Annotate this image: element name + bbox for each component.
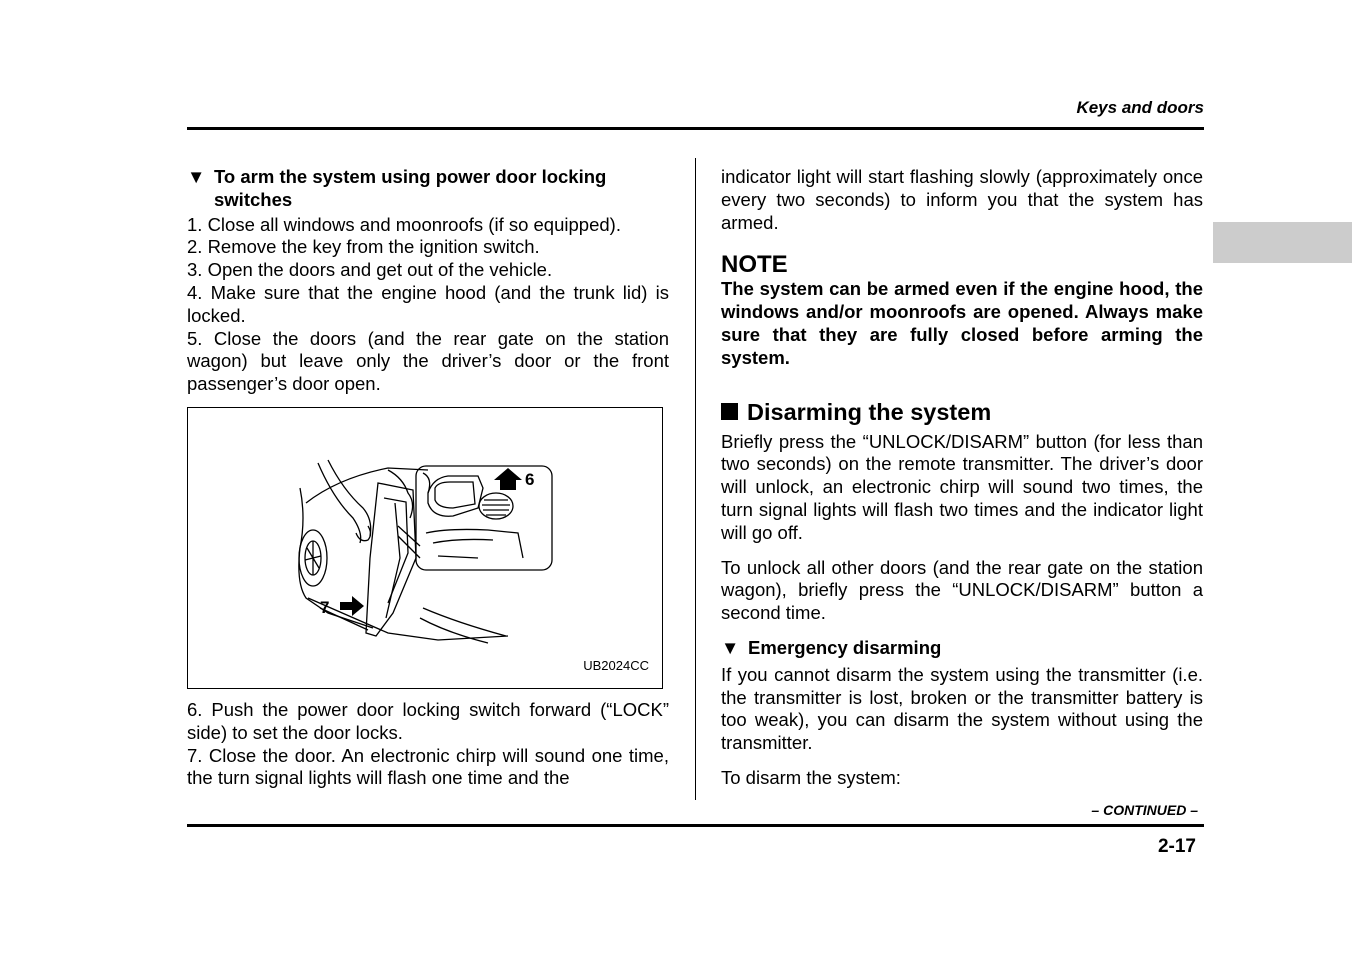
header-rule [187,127,1204,130]
triangle-marker: ▼ [721,636,740,658]
emergency-paragraph-2: To disarm the system: [721,766,901,788]
footer-rule [187,824,1204,827]
emergency-subheading [721,637,1203,660]
emergency-subheading-text: Emergency disarming [748,636,942,658]
disarm-paragraph-2: To unlock all other doors (and the rear gate on the station wagon), briefly press the “UNLOCK/DISARM” button a second time. [721,556,1203,624]
step-2: 2. Remove the key from the ignition switch. [187,236,540,258]
step-4: 4. Make sure that the engine hood (and the trunk lid) is locked. [187,281,669,326]
step-6: 6. Push the power door locking switch forward (“LOCK” side) to set the door locks. [187,698,669,743]
step-3: 3. Open the doors and get out of the vehicle. [187,259,553,281]
note-body: The system can be armed even if the engine hood, the windows and/or moonroofs are opened. Always make sure that they are fully closed before arming the system. [721,278,1203,368]
column-divider [695,158,696,800]
emergency-paragraph-1: If you cannot disarm the system using the transmitter (i.e. the transmitter is lost, broken or the transmitter battery is too weak), you can disarm the system without using the transmitter. [721,663,1203,754]
arm-subheading-text: To arm the system using power door locking switches [214,166,607,210]
step-7: 7. Close the door. An electronic chirp will sound one time, the turn signal lights will flash one time and the [187,744,669,789]
arm-subheading [187,166,669,212]
running-header: Keys and doors [1076,98,1204,117]
note-title: NOTE [721,251,788,279]
door-lock-illustration [187,407,663,689]
callout-6: 6 [525,469,535,489]
figure-code: UB2024CC [583,658,649,674]
continuation-text: indicator light will start flashing slowly (approximately once every two seconds) to inform you that the system has armed. [721,166,1203,233]
disarm-paragraph-1: Briefly press the “UNLOCK/DISARM” button (for less than two seconds) on the remote transmitter. The driver’s door will unlock, an electronic chirp will sound two times, the turn signal lights will flash two times and the indicator light will go off. [721,430,1203,543]
car-door-drawing [188,408,664,690]
chapter-tab [1213,222,1352,263]
continued-marker: – CONTINUED – [1091,802,1198,818]
section-heading-text: Disarming the system [747,398,992,425]
callout-7: 7 [320,597,330,617]
step-5: 5. Close the doors (and the rear gate on the station wagon) but leave only the driver’s door or the front passenger’s door open. [187,327,669,395]
section-heading [721,398,1203,426]
triangle-marker: ▼ [187,166,206,187]
page-number: 2-17 [1157,836,1196,857]
arm-steps-list [187,214,669,396]
right-column [721,166,1203,790]
step-1: 1. Close all windows and moonroofs (if so equipped). [187,213,621,235]
square-bullet-icon [721,403,738,420]
left-column [187,166,669,790]
